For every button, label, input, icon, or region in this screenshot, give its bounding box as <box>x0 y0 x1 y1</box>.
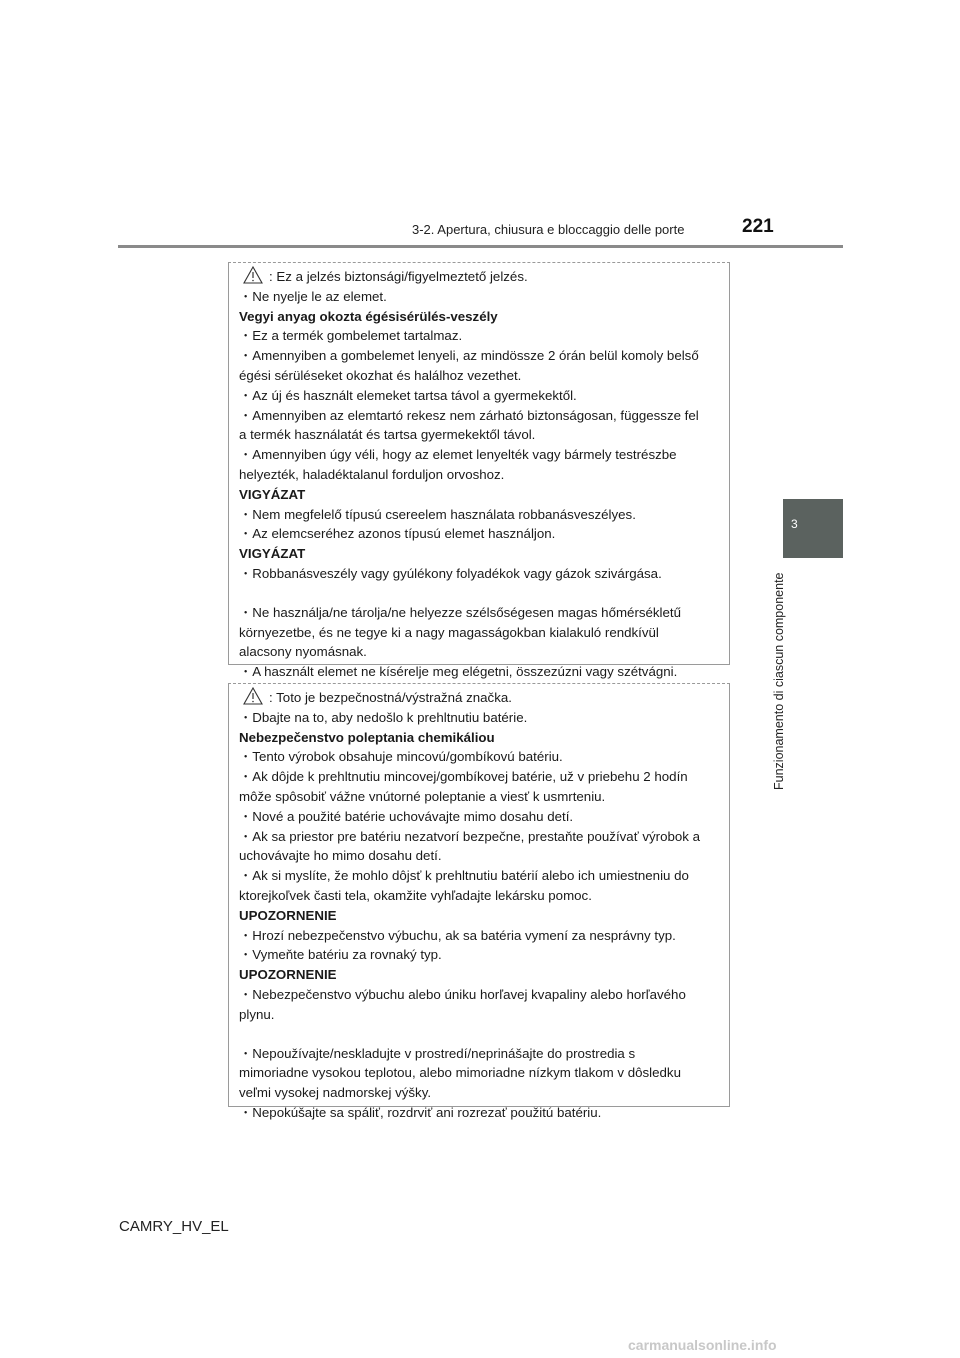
instruction-line: ktorejkoľvek časti tela, okamžite vyhľadajte lekársku pomoc. <box>239 887 592 903</box>
instruction-line: ・Dbajte na to, aby nedošlo k prehltnutiu batérie. <box>239 709 528 725</box>
instruction-line: ・Vymeňte batériu za rovnaký typ. <box>239 947 442 963</box>
instruction-line: ・Amennyiben az elemtartó rekesz nem zárható biztonságosan, függessze fel <box>239 407 699 423</box>
instruction-line: ・Nem megfelelő típusú csereelem használata robbanásveszélyes. <box>239 506 636 522</box>
header-divider <box>118 245 843 248</box>
model-code: CAMRY_HV_EL <box>119 1218 229 1235</box>
instruction-line: égési sérüléseket okozhat és halálhoz vezethet. <box>239 367 522 383</box>
caution-heading: VIGYÁZAT <box>239 486 306 502</box>
instruction-line: ・Nebezpečenstvo výbuchu alebo úniku horľavej kvapaliny alebo horľavého <box>239 986 686 1002</box>
instruction-line: uchovávajte ho mimo dosahu detí. <box>239 848 442 864</box>
instruction-line: ・Ez a termék gombelemet tartalmaz. <box>239 328 463 344</box>
instruction-line: ・Robbanásveszély vagy gyúlékony folyadékok vagy gázok szivárgása. <box>239 565 662 581</box>
instruction-line: alacsony nyomásnak. <box>239 644 367 660</box>
warning-label-row <box>239 687 719 708</box>
warning-label: : Toto je bezpečnostná/výstražná značka. <box>269 690 512 705</box>
instruction-line: környezetbe, és ne tegye ki a nagy magasságokban kialakuló rendkívül <box>239 624 659 640</box>
warning-box-slovak <box>228 683 730 1120</box>
caution-heading: UPOZORNENIE <box>239 907 337 923</box>
instruction-line: ・Nepoužívajte/neskladujte v prostredí/neprinášajte do prostredia s <box>239 1045 636 1061</box>
caution-heading: UPOZORNENIE <box>239 967 337 983</box>
instruction-line: ・A használt elemet ne kísérelje meg elégetni, összezúzni vagy szétvágni. <box>239 664 678 680</box>
instruction-line: a termék használatát és tartsa gyermekektől távol. <box>239 427 536 443</box>
spacer <box>239 584 719 603</box>
section-heading: 3-2. Apertura, chiusura e bloccaggio delle porte <box>412 222 685 237</box>
instruction-line: ・Ne használja/ne tárolja/ne helyezze szélsőségesen magas hőmérsékletű <box>239 604 681 620</box>
instruction-line: ・Ak sa priestor pre batériu nezatvorí bezpečne, prestaňte používať výrobok a <box>239 828 701 844</box>
instruction-line: môže spôsobiť vážne vnútorné poleptanie a viesť k usmrteniu. <box>239 788 606 804</box>
instruction-line: ・Tento výrobok obsahuje mincovú/gombíkovú batériu. <box>239 749 563 765</box>
instruction-line: ・Hrozí nebezpečenstvo výbuchu, ak sa batéria vymení za nesprávny typ. <box>239 927 676 943</box>
chapter-tab <box>783 499 843 558</box>
instruction-line: ・Ne nyelje le az elemet. <box>239 288 387 304</box>
warning-triangle-icon <box>243 687 263 705</box>
instruction-line: ・Ak dôjde k prehltnutiu mincovej/gombíkovej batérie, už v priebehu 2 hodín <box>239 769 688 785</box>
caution-heading: VIGYÁZAT <box>239 546 306 562</box>
instruction-line: ・Nepokúšajte sa spáliť, rozdrviť ani rozrezať použitú batériu. <box>239 1104 602 1120</box>
instruction-line: ・Nové a použité batérie uchovávajte mimo dosahu detí. <box>239 808 574 824</box>
warning-label-row <box>239 266 719 287</box>
watermark: carmanualsonline.info <box>628 1337 777 1353</box>
instruction-line: ・Az új és használt elemeket tartsa távol a gyermekektől. <box>239 387 577 403</box>
warning-triangle-icon <box>243 266 263 284</box>
page-number: 221 <box>742 216 774 237</box>
instruction-line: plynu. <box>239 1006 275 1022</box>
chapter-title: Funzionamento di ciascun componente <box>772 572 786 790</box>
warning-box-hungarian <box>228 262 730 680</box>
instruction-line: helyezték, haladéktalanul forduljon orvoshoz. <box>239 466 505 482</box>
hazard-heading: Nebezpečenstvo poleptania chemikáliou <box>239 729 495 745</box>
spacer <box>239 1025 719 1044</box>
instruction-line: ・Amennyiben a gombelemet lenyeli, az mindössze 2 órán belül komoly belső <box>239 348 699 364</box>
chapter-number: 3 <box>791 517 798 531</box>
instruction-line: veľmi vysokej nadmorskej výšky. <box>239 1085 432 1101</box>
warning-label: : Ez a jelzés biztonsági/figyelmeztető jelzés. <box>269 269 528 284</box>
instruction-line: ・Ak si myslíte, že mohlo dôjsť k prehltnutiu batérií alebo ich umiestneniu do <box>239 868 689 884</box>
instruction-line: ・Amennyiben úgy véli, hogy az elemet lenyelték vagy bármely testrészbe <box>239 447 677 463</box>
hazard-heading: Vegyi anyag okozta égésisérülés-veszély <box>239 308 498 324</box>
instruction-line: mimoriadne vysokou teplotou, alebo mimoriadne nízkym tlakom v dôsledku <box>239 1065 681 1081</box>
instruction-line: ・Az elemcseréhez azonos típusú elemet használjon. <box>239 526 556 542</box>
